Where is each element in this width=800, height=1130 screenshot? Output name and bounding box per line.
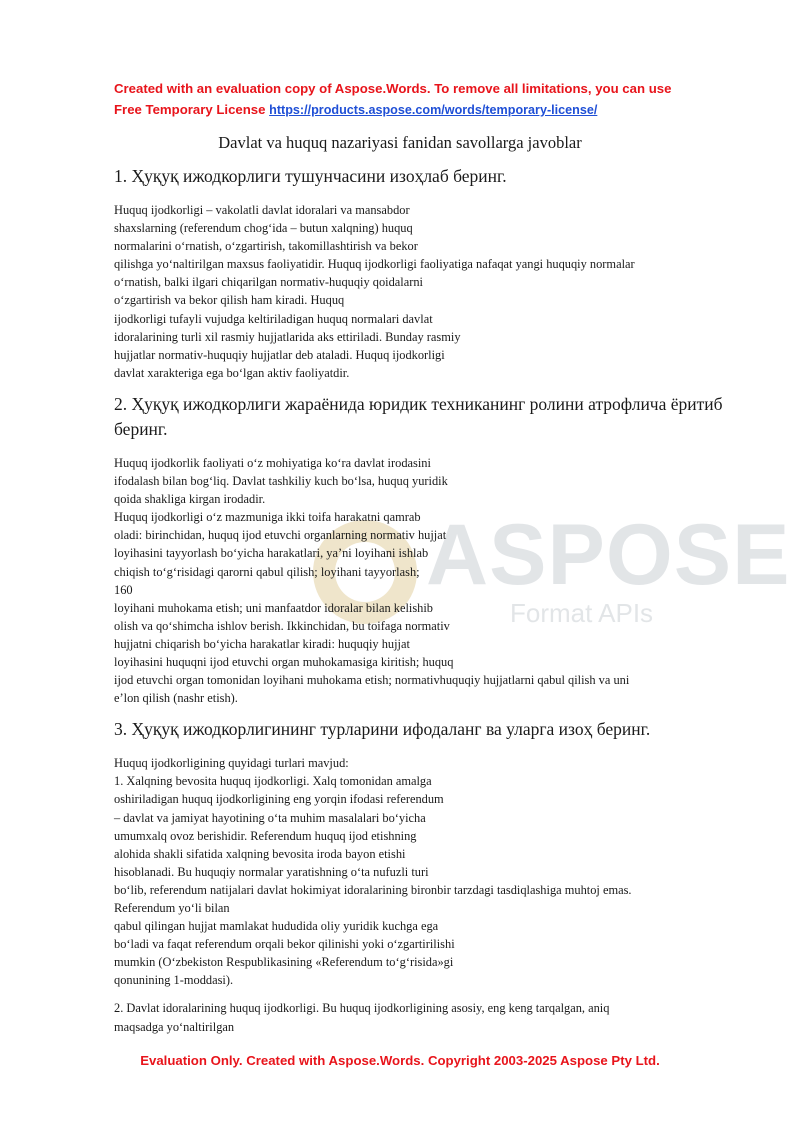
evaluation-banner-line2: [114, 99, 754, 121]
evaluation-banner-line1: Created with an evaluation copy of Aspose.Words. To remove all limitations, you can use: [114, 81, 672, 96]
section-3-paragraph-2: 2. Davlat idoralarining huquq ijodkorligi. Bu huquq ijodkorligining asosiy, eng keng tarqalgan, aniq maqsadga yo‘naltirilgan: [114, 1001, 610, 1034]
license-label: Free Temporary License: [114, 102, 270, 117]
evaluation-banner: [114, 78, 754, 121]
watermark-logo-text: ASPOSE: [426, 507, 791, 603]
section-3-heading: 3. Ҳуқуқ ижодкорлигининг турларини ифодаланг ва уларга изоҳ беринг.: [114, 719, 651, 740]
document-title: Davlat va huquq nazariyasi fanidan savollarga javoblar: [218, 133, 582, 152]
document-body: [114, 164, 754, 1046]
evaluation-footer: Evaluation Only. Created with Aspose.Words. Copyright 2003-2025 Aspose Pty Ltd.: [140, 1053, 660, 1068]
section-3-paragraph-1: Huquq ijodkorligining quyidagi turlari mavjud: 1. Xalqning bevosita huquq ijodkorligi. Xalq tomonidan amalga oshiriladigan huquq ijodkorligining eng yorqin ifodasi referendum – davlat va jamiyat hayotining o‘ta muhim masalalari bo‘yicha umumxalq ovoz berishidir. Referendum huquq ijod etishning alohida shakli sifatida xalqning bevosita iroda bayon etishi hisoblanadi. Bu huquqiy normalar yaratishning o‘ta nufuzli turi bo‘lib, referendum natijalari davlat hokimiyat idoralarining bironbir tarzdagi tasdiqlashiga muhtoj emas. Referendum yo‘li bilan qabul qilingan hujjat mamlakat hududida oliy yuridik kuchga ega bo‘ladi va faqat referendum orqali bekor qilinishi yoki o‘zgartirilishi mumkin (O‘zbekiston Respublikasining «Referendum to‘g‘risida»gi qonunining 1-moddasi).: [114, 756, 632, 988]
section-1-heading: 1. Ҳуқуқ ижодкорлиги тушунчасини изоҳлаб беринг.: [114, 166, 507, 186]
section-2-heading: 2. Ҳуқуқ ижодкорлиги жараёнида юридик техниканинг ролини атрофлича ёритиб беринг.: [114, 393, 723, 439]
watermark-subtitle: Format APIs: [510, 598, 654, 628]
section-2-paragraph: Huquq ijodkorlik faoliyati o‘z mohiyatiga ko‘ra davlat irodasini ifodalash bilan bog‘liq. Davlat tashkiliy kuch bo‘lsa, huquq yuridik qoida shakliga kirgan irodadir. Huquq ijodkorligi o‘z mazmuniga ikki toifa harakatni qamrab oladi: birinchidan, huquq ijod etuvchi organlarning normativ hujjat loyihasini tayyorlash bo‘yicha harakatlari, ya’ni loyihani ishlab chiqish to‘g‘risidagi qarorni qabul qilish; loyihani tayyorlash; 160 loyihani muhokama etish; uni manfaatdor idoralar bilan kelishib olish va qo‘shimcha ishlov berish. Ikkinchidan, bu toifaga normativ hujjatni chiqarish bo‘yicha harakatlar kiradi: huquqiy hujjat loyihasini huquqni ijod etuvchi organ muhokamasiga kiritish; huquq ijod etuvchi organ tomonidan loyihani muhokama etish; normativhuquqiy hujjatlarni qabul qilish va uni e’lon qilish (nashr etish).: [114, 455, 630, 706]
temporary-license-link[interactable]: https://products.aspose.com/words/temporary-license/: [269, 103, 598, 117]
page-number: 160: [114, 582, 133, 597]
section-1-paragraph: Huquq ijodkorligi – vakolatli davlat idoralari va mansabdor shaxslarning (referendum chog‘ida – butun xalqning) huquq normalarini o‘rnatish, o‘zgartirish, takomillashtirish va bekor qilishga yo‘naltirilgan maxsus faoliyatidir. Huquq ijodkorligi faoliyatiga nafaqat yangi huquqiy normalar o‘rnatish, balki ilgari chiqarilgan normativ-huquqiy qoidalarni o‘zgartirish va bekor qilish ham kiradi. Huquq ijodkorligi tufayli vujudga keltiriladigan huquq normalari davlat idoralarining turli xil rasmiy hujjatlarida aks ettiriladi. Bunday rasmiy hujjatlar normativ-huquqiy hujjatlar deb ataladi. Huquq ijodkorligi davlat xarakteriga ega bo‘lgan aktiv faoliyatdir.: [114, 203, 635, 380]
